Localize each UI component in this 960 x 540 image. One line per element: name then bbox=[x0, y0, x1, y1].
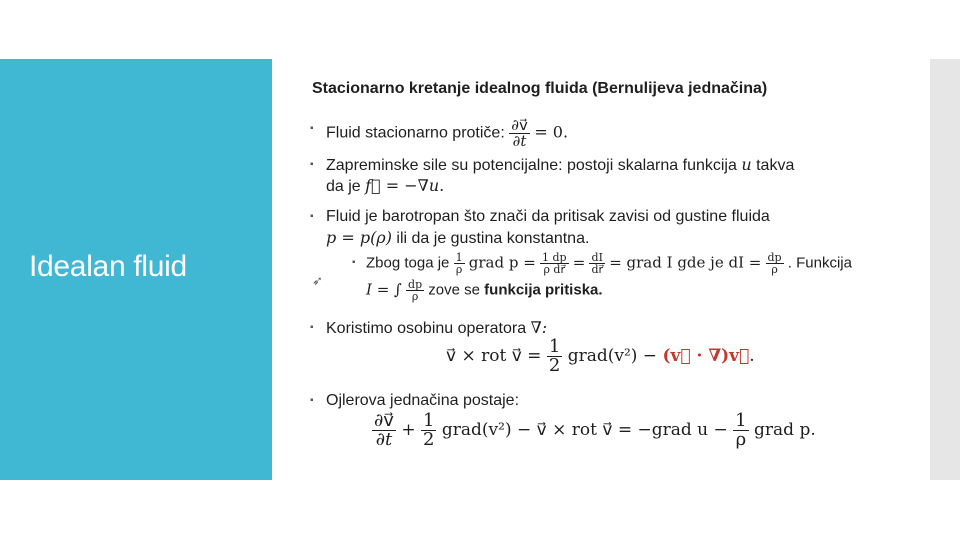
fraction-denominator: ρ bbox=[735, 429, 747, 450]
fraction-denominator: ρ bbox=[771, 263, 778, 276]
equation-rest: = 0. bbox=[534, 122, 569, 142]
pressure-formula: p = p(ρ) bbox=[326, 228, 392, 247]
fraction-1-over-rho bbox=[733, 412, 748, 449]
sub-text-end: . Funkcija bbox=[787, 254, 852, 272]
slide-title: Idealan fluid bbox=[29, 250, 187, 283]
fraction-denominator: dr⃗ bbox=[591, 263, 604, 276]
bullet-dot-icon: ▪ bbox=[310, 159, 314, 170]
bullet-dot-icon: ▪ bbox=[310, 211, 314, 222]
sub-bullet-pressure-line2 bbox=[366, 279, 603, 302]
bullet-barotropic-line2 bbox=[326, 227, 589, 249]
fraction-numerator: dp bbox=[408, 278, 423, 291]
heading-paren: (Bernulijeva jednačina) bbox=[592, 80, 768, 97]
fraction-numerator: 1 bbox=[423, 410, 435, 431]
fraction-numerator: 1 bbox=[548, 336, 561, 357]
sub-text: zove se bbox=[428, 281, 480, 299]
bullet-euler bbox=[310, 390, 520, 411]
bullet-barotropic bbox=[310, 206, 770, 227]
nabla-symbol: ∇: bbox=[530, 318, 548, 337]
fraction-dp-rho-integral bbox=[406, 279, 424, 302]
math-symbol: u bbox=[741, 155, 752, 174]
equation-middle: grad(v²) − v⃗ × rot v⃗ = −grad u − bbox=[441, 420, 728, 440]
equation-end: . bbox=[749, 346, 755, 366]
bullet-dot-icon: ▪ bbox=[352, 257, 356, 268]
fraction-dp-rho bbox=[766, 252, 784, 275]
grad-p: grad p = bbox=[468, 253, 536, 272]
bullet-dot-icon: ▪ bbox=[310, 322, 314, 333]
equation-middle: grad(v²) − bbox=[567, 346, 658, 366]
bullet-text: Fluid stacionarno protiče: bbox=[326, 124, 505, 142]
equation-end: grad p. bbox=[754, 420, 816, 440]
fraction-dI-dr bbox=[589, 252, 605, 275]
integral-formula: I = ∫ bbox=[366, 280, 402, 299]
equation-left: v⃗ × rot v⃗ = bbox=[446, 346, 542, 366]
fraction-numerator: 1 bbox=[735, 410, 747, 431]
sub-text: Zbog toga je bbox=[366, 254, 450, 272]
link-arrow-icon: ➶ bbox=[312, 273, 323, 288]
fraction-denominator: ρ bbox=[411, 290, 419, 303]
content-area bbox=[300, 76, 900, 466]
bullet-potential-forces bbox=[310, 154, 795, 176]
bullet-dot-icon: ▪ bbox=[310, 395, 314, 406]
partial-derivative-fraction bbox=[509, 118, 530, 149]
grad-I: = grad I gde je dI = bbox=[609, 253, 762, 272]
bullet-text: Ojlerova jednačina postaje: bbox=[326, 392, 520, 409]
bullet-text: Koristimo osobinu operatora bbox=[326, 320, 527, 337]
sub-bullet-pressure bbox=[352, 251, 852, 276]
bullet-text: Fluid je barotropan što znači da pritisak zavisi od gustine fluida bbox=[326, 208, 770, 225]
bullet-stationary bbox=[310, 116, 569, 150]
fraction-dp-dr bbox=[540, 252, 569, 275]
fraction-one-half bbox=[421, 412, 436, 449]
bullet-operator bbox=[310, 317, 548, 339]
fraction-numerator: ∂v⃗ bbox=[511, 116, 528, 134]
fraction-numerator: dI bbox=[589, 252, 605, 264]
fraction-denominator: 2 bbox=[423, 429, 435, 450]
force-formula: f⃗ = −∇u. bbox=[365, 176, 445, 195]
euler-equation bbox=[372, 412, 816, 449]
fraction-denominator: 2 bbox=[548, 355, 561, 376]
fraction-one-half bbox=[547, 338, 562, 375]
fraction-dv-dt bbox=[372, 412, 396, 449]
bullet-text-end: takva bbox=[756, 157, 795, 174]
fraction-numerator: 1 dp bbox=[541, 251, 567, 264]
plus-sign: + bbox=[401, 420, 416, 440]
fraction-denominator: ∂t bbox=[512, 132, 527, 150]
side-bar bbox=[930, 59, 960, 480]
fraction-denominator: ρ dr⃗ bbox=[543, 263, 565, 276]
bullet-potential-forces-line2 bbox=[326, 175, 444, 197]
vector-identity-equation bbox=[446, 338, 755, 375]
content-heading bbox=[312, 80, 767, 98]
fraction-numerator: 1 bbox=[455, 251, 463, 264]
fraction-1-over-rho bbox=[454, 252, 465, 275]
highlighted-term: (v⃗ · ∇)v⃗ bbox=[662, 346, 750, 366]
fraction-denominator: ∂t bbox=[375, 429, 393, 450]
fraction-numerator: ∂v⃗ bbox=[374, 410, 394, 431]
pressure-function-term: funkcija pritiska. bbox=[484, 281, 603, 299]
bullet-text: da je bbox=[326, 178, 361, 195]
fraction-denominator: ρ bbox=[455, 263, 463, 276]
equals-sign: = bbox=[572, 253, 586, 272]
bullet-text-end: ili da je gustina konstantna. bbox=[396, 230, 590, 247]
bullet-text: Zapreminske sile su potencijalne: postoji skalarna funkcija bbox=[326, 157, 737, 174]
bullet-dot-icon: ▪ bbox=[310, 123, 314, 134]
heading-main: Stacionarno kretanje idealnog fluida bbox=[312, 80, 588, 97]
fraction-numerator: dp bbox=[767, 251, 782, 264]
